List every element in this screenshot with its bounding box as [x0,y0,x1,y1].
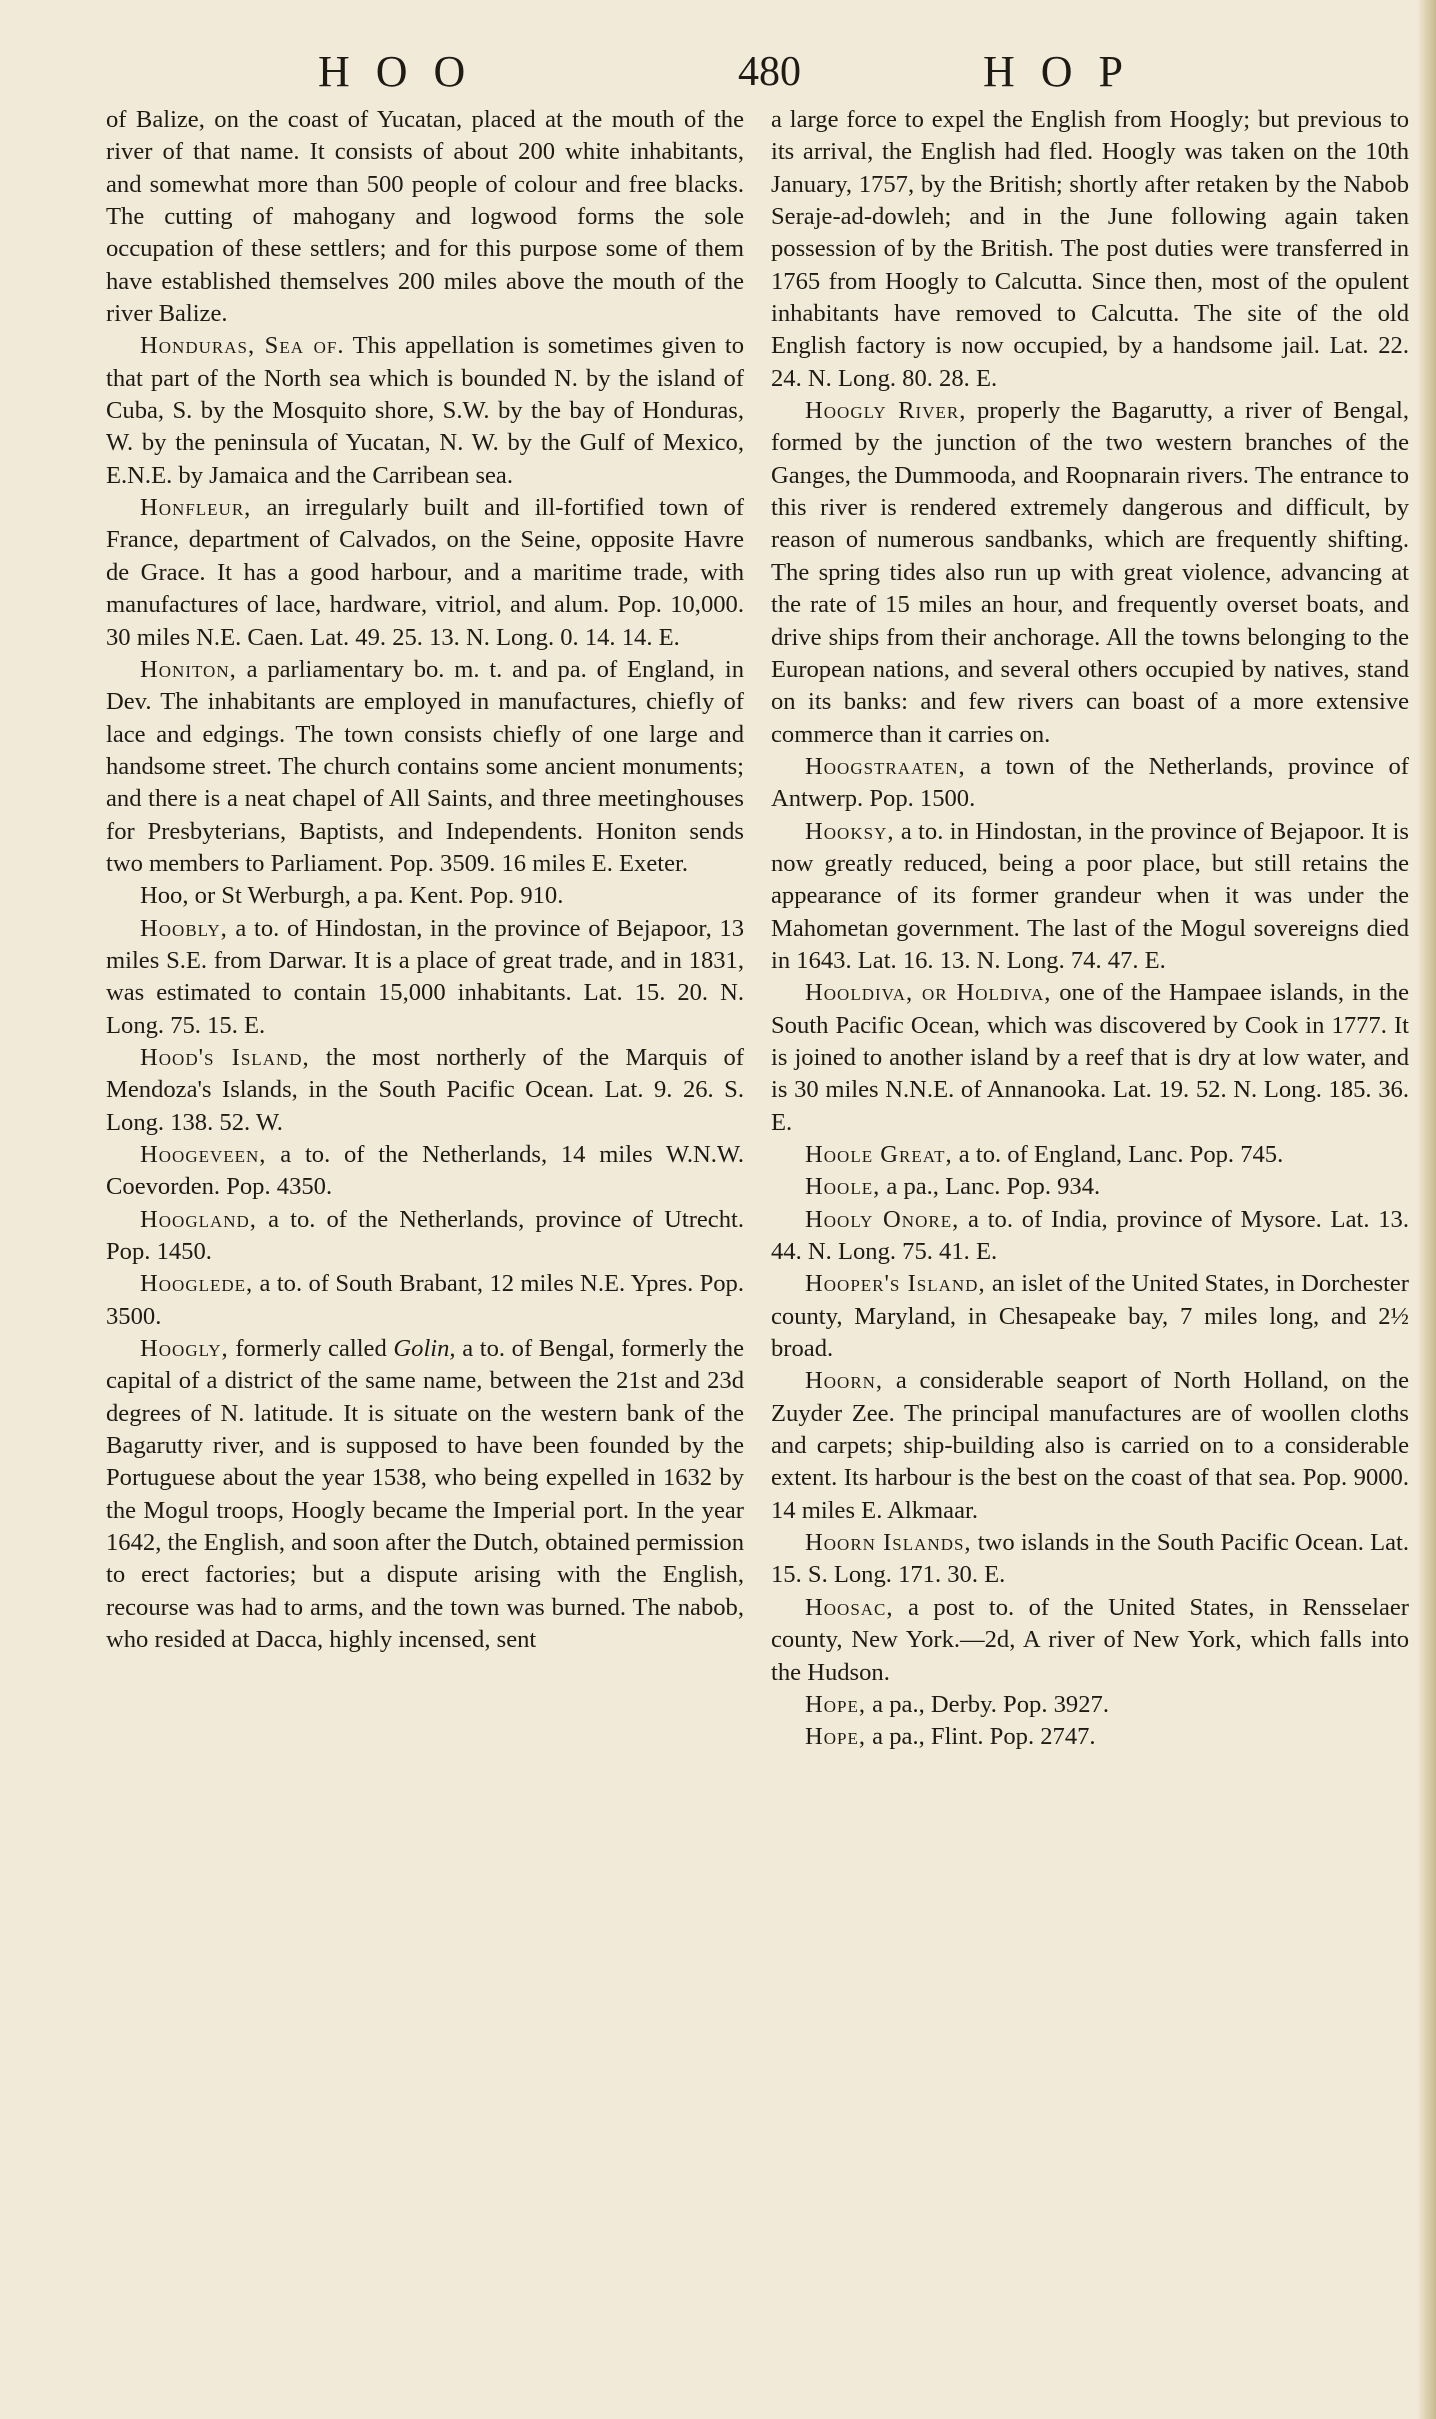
entry-headword: Hood's Island, [140,1043,310,1071]
gazetteer-entry [771,1268,1409,1365]
entry-text: a town of the Netherlands, province of Antwerp. Pop. 1500. [771,752,1409,813]
entry-text: a to. of South Brabant, 12 miles N.E. Ypres. Pop. 3500. [106,1270,744,1330]
entry-text: properly the Bagarutty, a river of Bengal, formed by the junction of the two western branches of the Ganges, the Dummooda, and Roopnarain rivers. The entrance to this river is rendered extremely dangerous and difficult, by reason of numerous sandbanks, which are frequently shifting. The spring tides also run up with great violence, advancing at the rate of 15 miles an hour, and frequently overset boats, and drive ships from their anchorage. All the towns belonging to the European nations, and several others occupied by natives, stand on its banks: and few rivers can boast of a more extensive commerce than it carries on. [771,397,1409,748]
entry-headword: Hoole Great, [805,1141,953,1168]
gazetteer-entry [106,1333,744,1656]
entry-text: a to. of Bengal, formerly the capital of a district of the same name, between the 21st and 23d degrees of N. latitude. It is situate on the western bank of the Bagarutty river, and is supposed to have been founded by the Portuguese about the year 1538, who being expelled in 1632 by the Mogul troops, Hoogly became the Imperial port. In the year 1642, the English, and soon after the Dutch, obtained permission to erect factories; but a dispute arising with the English, recourse was had to arms, and the town was burned. The nabob, who resided at Dacca, highly incensed, sent [106,1335,744,1654]
gazetteer-entry [106,880,744,912]
gazetteer-entry [771,395,1409,751]
gazetteer-entry [106,913,744,1042]
gazetteer-entry [106,104,744,330]
header-right-catchword: HOP [983,47,1150,96]
gazetteer-entry [771,1171,1409,1203]
gazetteer-entry [771,1365,1409,1527]
gazetteer-entry [106,1139,744,1204]
gazetteer-entry [771,1139,1409,1171]
entry-text: a post to. of the United States, in Rensselaer county, New York.—2d, A river of New York, which falls into the Hudson. [771,1593,1409,1686]
gazetteer-entry [106,492,744,654]
entry-headword: Hooksy, [805,817,895,845]
gazetteer-entry [106,1042,744,1139]
gazetteer-entry [771,977,1409,1139]
entry-headword: Hoosac, [805,1593,894,1621]
entry-text: one of the Hampaee islands, in the South Pacific Ocean, which was discovered by Cook in 1777. It is joined to another island by a reef that is dry at low water, and is 30 miles N.N.E. of Annanooka. Lat. 19. 52. N. Long. 185. 36. E. [771,979,1409,1136]
entry-text: an irregularly built and ill-fortified town of France, department of Calvados, on the Seine, opposite Havre de Grace. It has a good harbour, and a maritime trade, with manufactures of lace, hardware, vitriol, and alum. Pop. 10,000. 30 miles N.E. Caen. Lat. 49. 25. 13. N. Long. 0. 14. 14. E. [106,494,744,651]
gazetteer-entry [106,1268,744,1333]
gazetteer-entry [771,1592,1409,1689]
entry-headword: Hoorn Islands, [805,1529,972,1557]
entry-text: a to. of England, Lanc. Pop. 745. [952,1141,1284,1168]
gazetteer-entry [771,1204,1409,1269]
entry-text: a to. of India, province of Mysore. Lat. 13. 44. N. Long. 75. 41. E. [771,1205,1409,1266]
gazetteer-entry [771,751,1409,816]
left-column [106,104,744,1657]
gazetteer-entry [771,104,1409,395]
entry-headword: Hooldiva, or Holdiva, [805,979,1052,1007]
gazetteer-entry [106,1204,744,1269]
gazetteer-entry [106,330,744,492]
entry-text: a pa., Lanc. Pop. 934. [880,1173,1101,1201]
entry-text: a parliamentary bo. m. t. and pa. of England, in Dev. The inhabitants are employed in manufactures, chiefly of lace and edgings. The town consists chiefly of one large and handsome street. The church contains some ancient monuments; and there is a neat chapel of All Saints, and three meetinghouses for Presbyterians, Baptists, and Independents. Honiton sends two members to Parliament. Pop. 3509. 16 miles E. Exeter. [106,655,744,877]
entry-text: an islet of the United States, in Dorchester county, Maryland, in Chesapeake bay, 7 miles long, and 2½ broad. [771,1270,1410,1363]
gazetteer-entry [771,1527,1409,1592]
entry-text: a to. of the Netherlands, province of Utrecht. Pop. 1450. [106,1205,744,1266]
entry-text: This appellation is sometimes given to that part of the North sea which is bounded N. by the island of Cuba, S. by the Mosquito shore, S.W. by the bay of Honduras, W. by the peninsula of Yucatan, N. W. by the Gulf of Mexico, E.N.E. by Jamaica and the Carribean sea. [106,332,744,489]
entry-text: two islands in the South Pacific Ocean. Lat. 15. S. Long. 171. 30. E. [771,1529,1409,1589]
entry-headword: Hoogland, [140,1205,257,1233]
header-left-catchword: HOO [318,47,492,96]
gazetteer-entry [771,816,1409,978]
entry-headword: Hooglede, [140,1270,254,1298]
entry-text: a to. of Hindostan, in the province of Bejapoor, 13 miles S.E. from Darwar. It is a place of great trade, and in 1831, was estimated to contain 15,000 inhabitants. Lat. 15. 20. N. Long. 75. 15. E. [106,914,744,1039]
gazetteer-entry [771,1721,1409,1753]
entry-headword: Hoorn, [805,1367,884,1395]
entry-headword: Honduras, Sea of. [140,332,345,360]
entry-text: Hoo, or St Werburgh, a pa. Kent. Pop. 910. [140,882,564,910]
entry-headword: Hope, [805,1723,867,1751]
entry-text: a pa., Flint. Pop. 2747. [866,1723,1096,1751]
entry-headword: Hoogly, [140,1335,229,1363]
entry-headword: Hoogeveen, [140,1141,267,1168]
entry-headword: Hooly Onore, [805,1205,960,1233]
gazetteer-entry [106,654,744,880]
running-header [0,42,1436,102]
entry-text: the most northerly of the Marquis of Mendoza's Islands, in the South Pacific Ocean. Lat. 9. 26. S. Long. 138. 52. W. [106,1043,744,1136]
entry-text: a considerable seaport of North Holland, on the Zuyder Zee. The principal manufactures are of woollen cloths and carpets; ship-building also is carried on to a considerable extent. Its harbour is the best on the coast of that sea. Pop. 9000. 14 miles E. Alkmaar. [771,1367,1409,1524]
entry-headword: Hoole, [805,1173,881,1201]
page-edge-shadow [1418,0,1436,2419]
page-number: 480 [738,49,801,95]
gazetteer-entry [771,1689,1409,1721]
entry-headword: Honfleur, [140,494,252,522]
entry-headword: Hope, [805,1690,867,1718]
right-column [771,104,1409,1754]
entry-text: formerly called [228,1335,394,1363]
entry-text: a to. in Hindostan, in the province of Bejapoor. It is now greatly reduced, being a poor place, but still retains the appearance of its former grandeur when it was under the Mahometan government. The last of the Mogul sovereigns died in 1643. Lat. 16. 13. N. Long. 74. 47. E. [771,817,1409,974]
entry-headword: Hoobly, [140,914,228,942]
entry-text: of Balize, on the coast of Yucatan, placed at the mouth of the river of that name. It consists of about 200 white inhabitants, and somewhat more than 500 people of colour and free blacks. The cutting of mahogany and logwood forms the sole occupation of these settlers; and for this purpose some of them have established themselves 200 miles above the mouth of the river Balize. [106,106,744,328]
entry-headword: Honiton, [140,655,237,683]
entry-headword: Hoogstraaten, [805,752,966,780]
entry-text: a pa., Derby. Pop. 3927. [866,1690,1109,1718]
entry-italic-text: Golin, [393,1335,456,1363]
entry-headword: Hooper's Island, [805,1270,986,1298]
entry-headword: Hoogly River, [805,397,967,425]
entry-text: a to. of the Netherlands, 14 miles W.N.W. Coevorden. Pop. 4350. [106,1141,744,1201]
entry-text: a large force to expel the English from Hoogly; but previous to its arrival, the English had fled. Hoogly was taken on the 10th January, 1757, by the British; shortly after retaken by the Nabob Seraje-ad-dowleh; and in the June following again taken possession of by the British. The post duties were transferred in 1765 from Hoogly to Calcutta. Since then, most of the opulent inhabitants have removed to Calcutta. The site of the old English factory is now occupied, by a handsome jail. Lat. 22. 24. N. Long. 80. 28. E. [771,106,1409,392]
